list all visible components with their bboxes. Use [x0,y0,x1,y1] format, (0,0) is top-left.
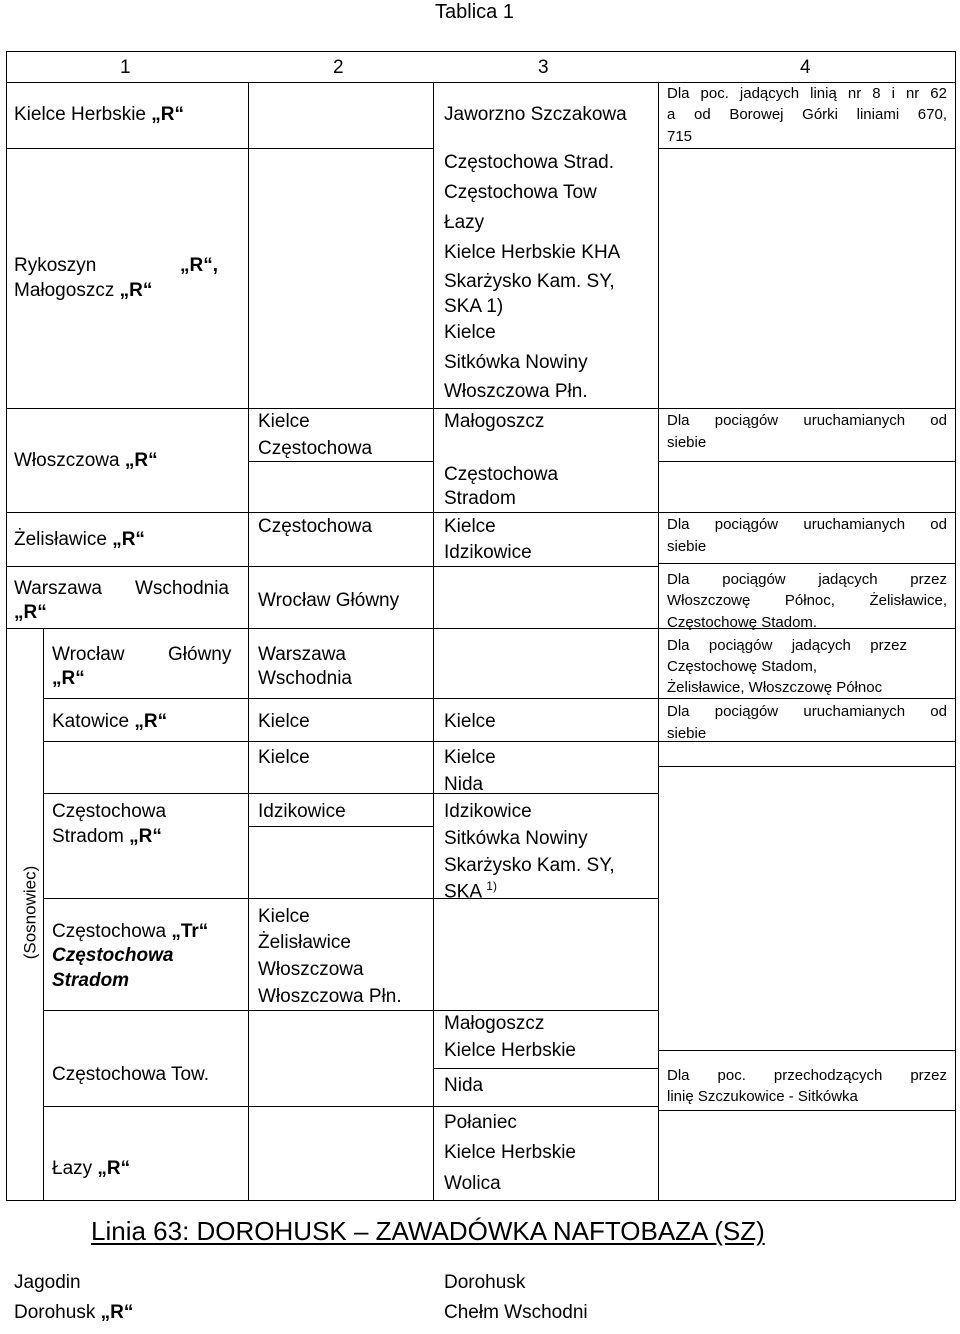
page-title: Tablica 1 [435,1,514,23]
cell-text: Częstochowa Tow. [52,1064,210,1085]
list-item: Kielce Herbskie [444,1040,576,1061]
grid-line [658,1110,956,1111]
cell-text: Kielce [444,516,496,537]
cell-text: Małogoszcz [444,411,545,432]
station-name: Dorohusk [14,1302,96,1323]
cell-text: Kielce [258,411,310,432]
station-name: Stradom [52,826,124,847]
cell-text: Stradom [52,970,130,991]
sosnowiec-label: (Sosnowiec) [20,865,40,960]
grid-line [658,1050,956,1051]
note-text: siebie [667,725,707,742]
grid-line [6,148,433,149]
station-cell [14,281,152,300]
note-text: Włoszczowę Północ, Żelisławice, [667,592,947,609]
station-cell [52,922,208,941]
cell-text: Wrocław Główny [258,590,400,611]
list-item: Kielce Herbskie [444,1142,576,1163]
cell-text: Częstochowa [444,464,559,485]
grid-line [248,461,433,462]
note-text: siebie [667,538,707,555]
cell-text: Główny [168,644,232,665]
note-text: 715 [667,128,693,145]
station-cell [52,827,162,846]
station-name: Częstochowa [52,921,167,942]
grid-line [433,82,434,1200]
cell-text: Częstochowa [258,438,373,459]
column-header: 4 [800,57,811,78]
r-marker: „R“ [151,104,185,125]
note-text: Dla pociągów uruchamianych od [667,703,947,720]
station-cell [52,1159,130,1178]
list-item: Częstochowa Tow [444,182,597,203]
station-cell [14,1303,133,1322]
cell-text: Kielce [258,747,310,768]
grid-line [43,793,658,794]
cell-text: Dorohusk [444,1272,526,1293]
list-item: Włoszczowa Płn. [444,381,588,402]
grid-line [658,82,659,1200]
cell-text: Wrocław [52,644,125,665]
list-item: Łazy [444,212,485,233]
list-item: Kielce [444,747,496,768]
list-item: Sitkówka Nowiny [444,352,588,373]
station-name: Kielce Herbskie [14,104,146,125]
station-cell [52,712,167,731]
station-name: SKA [444,881,481,903]
tr-marker: „Tr“ [171,921,209,942]
r-marker: „R“, [180,255,218,276]
grid-line [658,461,956,462]
column-header: 3 [538,57,549,78]
grid-line [433,1068,658,1069]
list-item: Kielce [258,906,310,927]
grid-line [6,566,658,567]
cell-text: Wschodnia [258,668,352,689]
grid-line [6,408,956,409]
list-item: Włoszczowa [258,959,364,980]
r-marker: „R“ [124,450,158,471]
station-cell [14,530,145,549]
note-text: Dla pociągów uruchamianych od [667,516,947,533]
footnote-marker: 1) [486,879,497,893]
cell-text: Idzikowice [444,542,532,563]
list-item: Żelisławice [258,932,351,953]
note-text: Dla pociągów uruchamianych od [667,412,947,429]
cell-text: Warszawa [14,578,102,599]
r-marker: „R“ [134,711,168,732]
grid-line [658,148,956,149]
list-item: Skarżysko Kam. SY, [444,271,615,292]
station-name: Małogoszcz [14,280,115,301]
grid-line [6,82,956,83]
note-text: Dla poc. jadących linią nr 8 i nr 62 [667,85,947,102]
cell-text: Kielce [258,711,310,732]
cell-text: Rykoszyn [14,255,97,276]
list-item: Skarżysko Kam. SY, [444,855,615,876]
list-item: Nida [444,1075,484,1096]
cell-text: Stradom [444,488,516,509]
list-item: Małogoszcz [444,1013,545,1034]
cell-text: Wschodnia [135,578,229,599]
station-cell [14,105,184,124]
list-item: Częstochowa Strad. [444,152,615,173]
cell-text: Idzikowice [258,801,346,822]
r-marker: „R“ [14,602,47,623]
section-heading: Linia 63: DOROHUSK – ZAWADÓWKA NAFTOBAZA (SZ) [91,1216,765,1246]
list-item: Włoszczowa Płn. [258,986,402,1007]
cell-text: Częstochowa [52,801,167,822]
note-text: Dla pociągów jadących przez [667,571,947,588]
grid-line [6,512,956,513]
note-text: linię Szczukowice - Sitkówka [667,1088,858,1105]
note-text: Częstochowę Stadom. [667,614,818,631]
list-item: Kielce [444,322,496,343]
grid-line [248,826,433,827]
column-header: 2 [333,57,344,78]
cell-text: Jaworzno Szczakowa [444,104,627,125]
grid-line [658,766,956,767]
grid-line [43,1106,658,1107]
note-text: Dla pociągów jadących przez [667,637,907,654]
list-item: Nida [444,774,484,795]
grid-line [658,563,956,564]
grid-line [43,628,44,1200]
list-item: Wolica [444,1173,501,1194]
station-name: Katowice [52,711,130,732]
r-marker: „R“ [52,668,85,689]
cell-text: Kielce [444,711,496,732]
cell-text: Warszawa [258,644,346,665]
column-header: 1 [120,57,131,78]
station-cell [14,451,158,470]
grid-line [43,1010,658,1011]
r-marker: „R“ [112,529,145,550]
cell-text: Częstochowa [258,516,373,537]
note-text: a od Borowej Górki liniami 670, [667,106,947,123]
list-item: SKA 1) [444,296,504,317]
r-marker: „R“ [129,826,162,847]
list-item [444,880,497,901]
grid-line [43,741,956,742]
station-name: Żelisławice [14,529,107,550]
r-marker: „R“ [100,1302,134,1323]
station-name: Łazy [52,1158,93,1179]
cell-text: Jagodin [14,1272,81,1293]
grid-line [43,698,956,699]
list-item: Kielce Herbskie KHA [444,242,621,263]
note-text: Dla poc. przechodzących przez [667,1067,947,1084]
note-text: siebie [667,434,707,451]
note-text: Częstochowę Stadom, [667,658,818,675]
cell-text: Chełm Wschodni [444,1302,588,1323]
list-item: Idzikowice [444,801,532,822]
r-marker: „R“ [119,280,153,301]
grid-line [43,898,658,899]
station-name: Włoszczowa [14,450,120,471]
r-marker: „R“ [97,1158,131,1179]
list-item: Sitkówka Nowiny [444,828,588,849]
cell-text: Częstochowa [52,945,174,966]
grid-line [248,82,249,1200]
list-item: Połaniec [444,1112,517,1133]
note-text: Żelisławice, Włoszczowę Północ [667,679,883,696]
